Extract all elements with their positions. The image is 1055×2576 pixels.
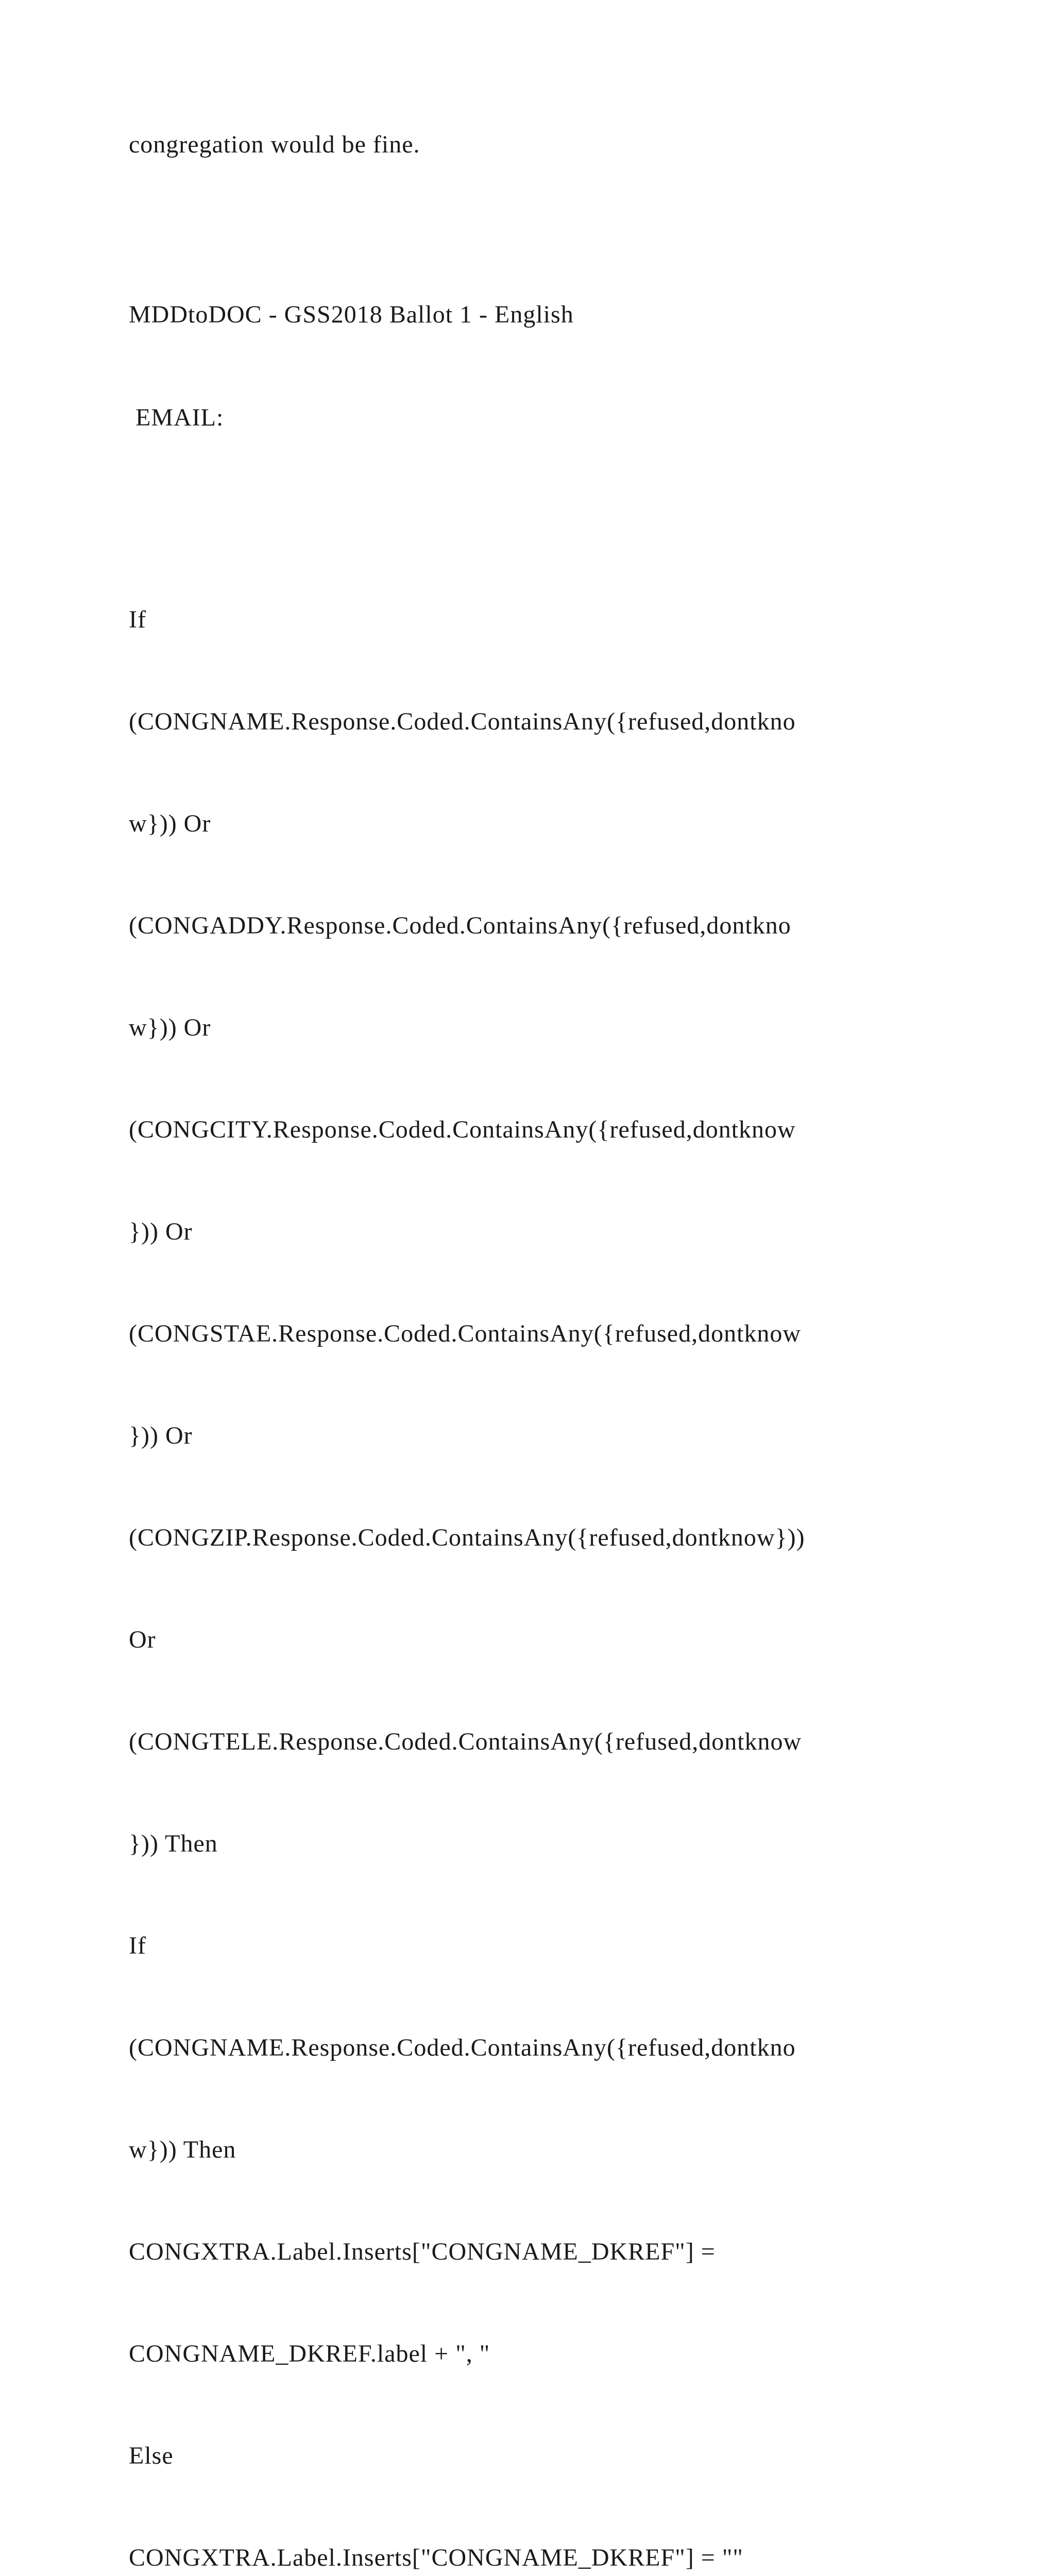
code-line: Or xyxy=(129,1626,156,1653)
code-line: })) Or xyxy=(129,1218,193,1245)
code-line: If xyxy=(129,1932,146,1959)
code-line: Else xyxy=(129,2442,174,2469)
code-line: w})) Or xyxy=(129,810,211,837)
email-label: EMAIL: xyxy=(129,404,224,431)
code-line: (CONGADDY.Response.Coded.ContainsAny({refused,dontkno xyxy=(129,912,791,939)
code-line: })) Then xyxy=(129,1830,218,1857)
code-block xyxy=(129,535,805,2576)
code-line: (CONGNAME.Response.Coded.ContainsAny({refused,dontkno xyxy=(129,2034,796,2061)
code-line: CONGNAME_DKREF.label + ", " xyxy=(129,2340,490,2367)
code-line: w})) Or xyxy=(129,1014,211,1041)
code-line: w})) Then xyxy=(129,2136,236,2163)
code-line: })) Or xyxy=(129,1422,193,1449)
code-line: (CONGSTAE.Response.Coded.ContainsAny({refused,dontknow xyxy=(129,1320,802,1347)
code-line: (CONGZIP.Response.Coded.ContainsAny({refused,dontknow})) xyxy=(129,1524,805,1551)
code-line: CONGXTRA.Label.Inserts["CONGNAME_DKREF"] = xyxy=(129,2238,716,2265)
code-line: If xyxy=(129,606,146,633)
document-title: MDDtoDOC - GSS2018 Ballot 1 - English xyxy=(129,301,574,328)
opening-line: congregation would be fine. xyxy=(129,131,420,158)
code-line: CONGXTRA.Label.Inserts["CONGNAME_DKREF"] = "" xyxy=(129,2544,744,2571)
code-line: (CONGNAME.Response.Coded.ContainsAny({refused,dontkno xyxy=(129,708,796,735)
code-line: (CONGTELE.Response.Coded.ContainsAny({refused,dontknow xyxy=(129,1728,802,1755)
code-line: (CONGCITY.Response.Coded.ContainsAny({refused,dontknow xyxy=(129,1116,796,1143)
